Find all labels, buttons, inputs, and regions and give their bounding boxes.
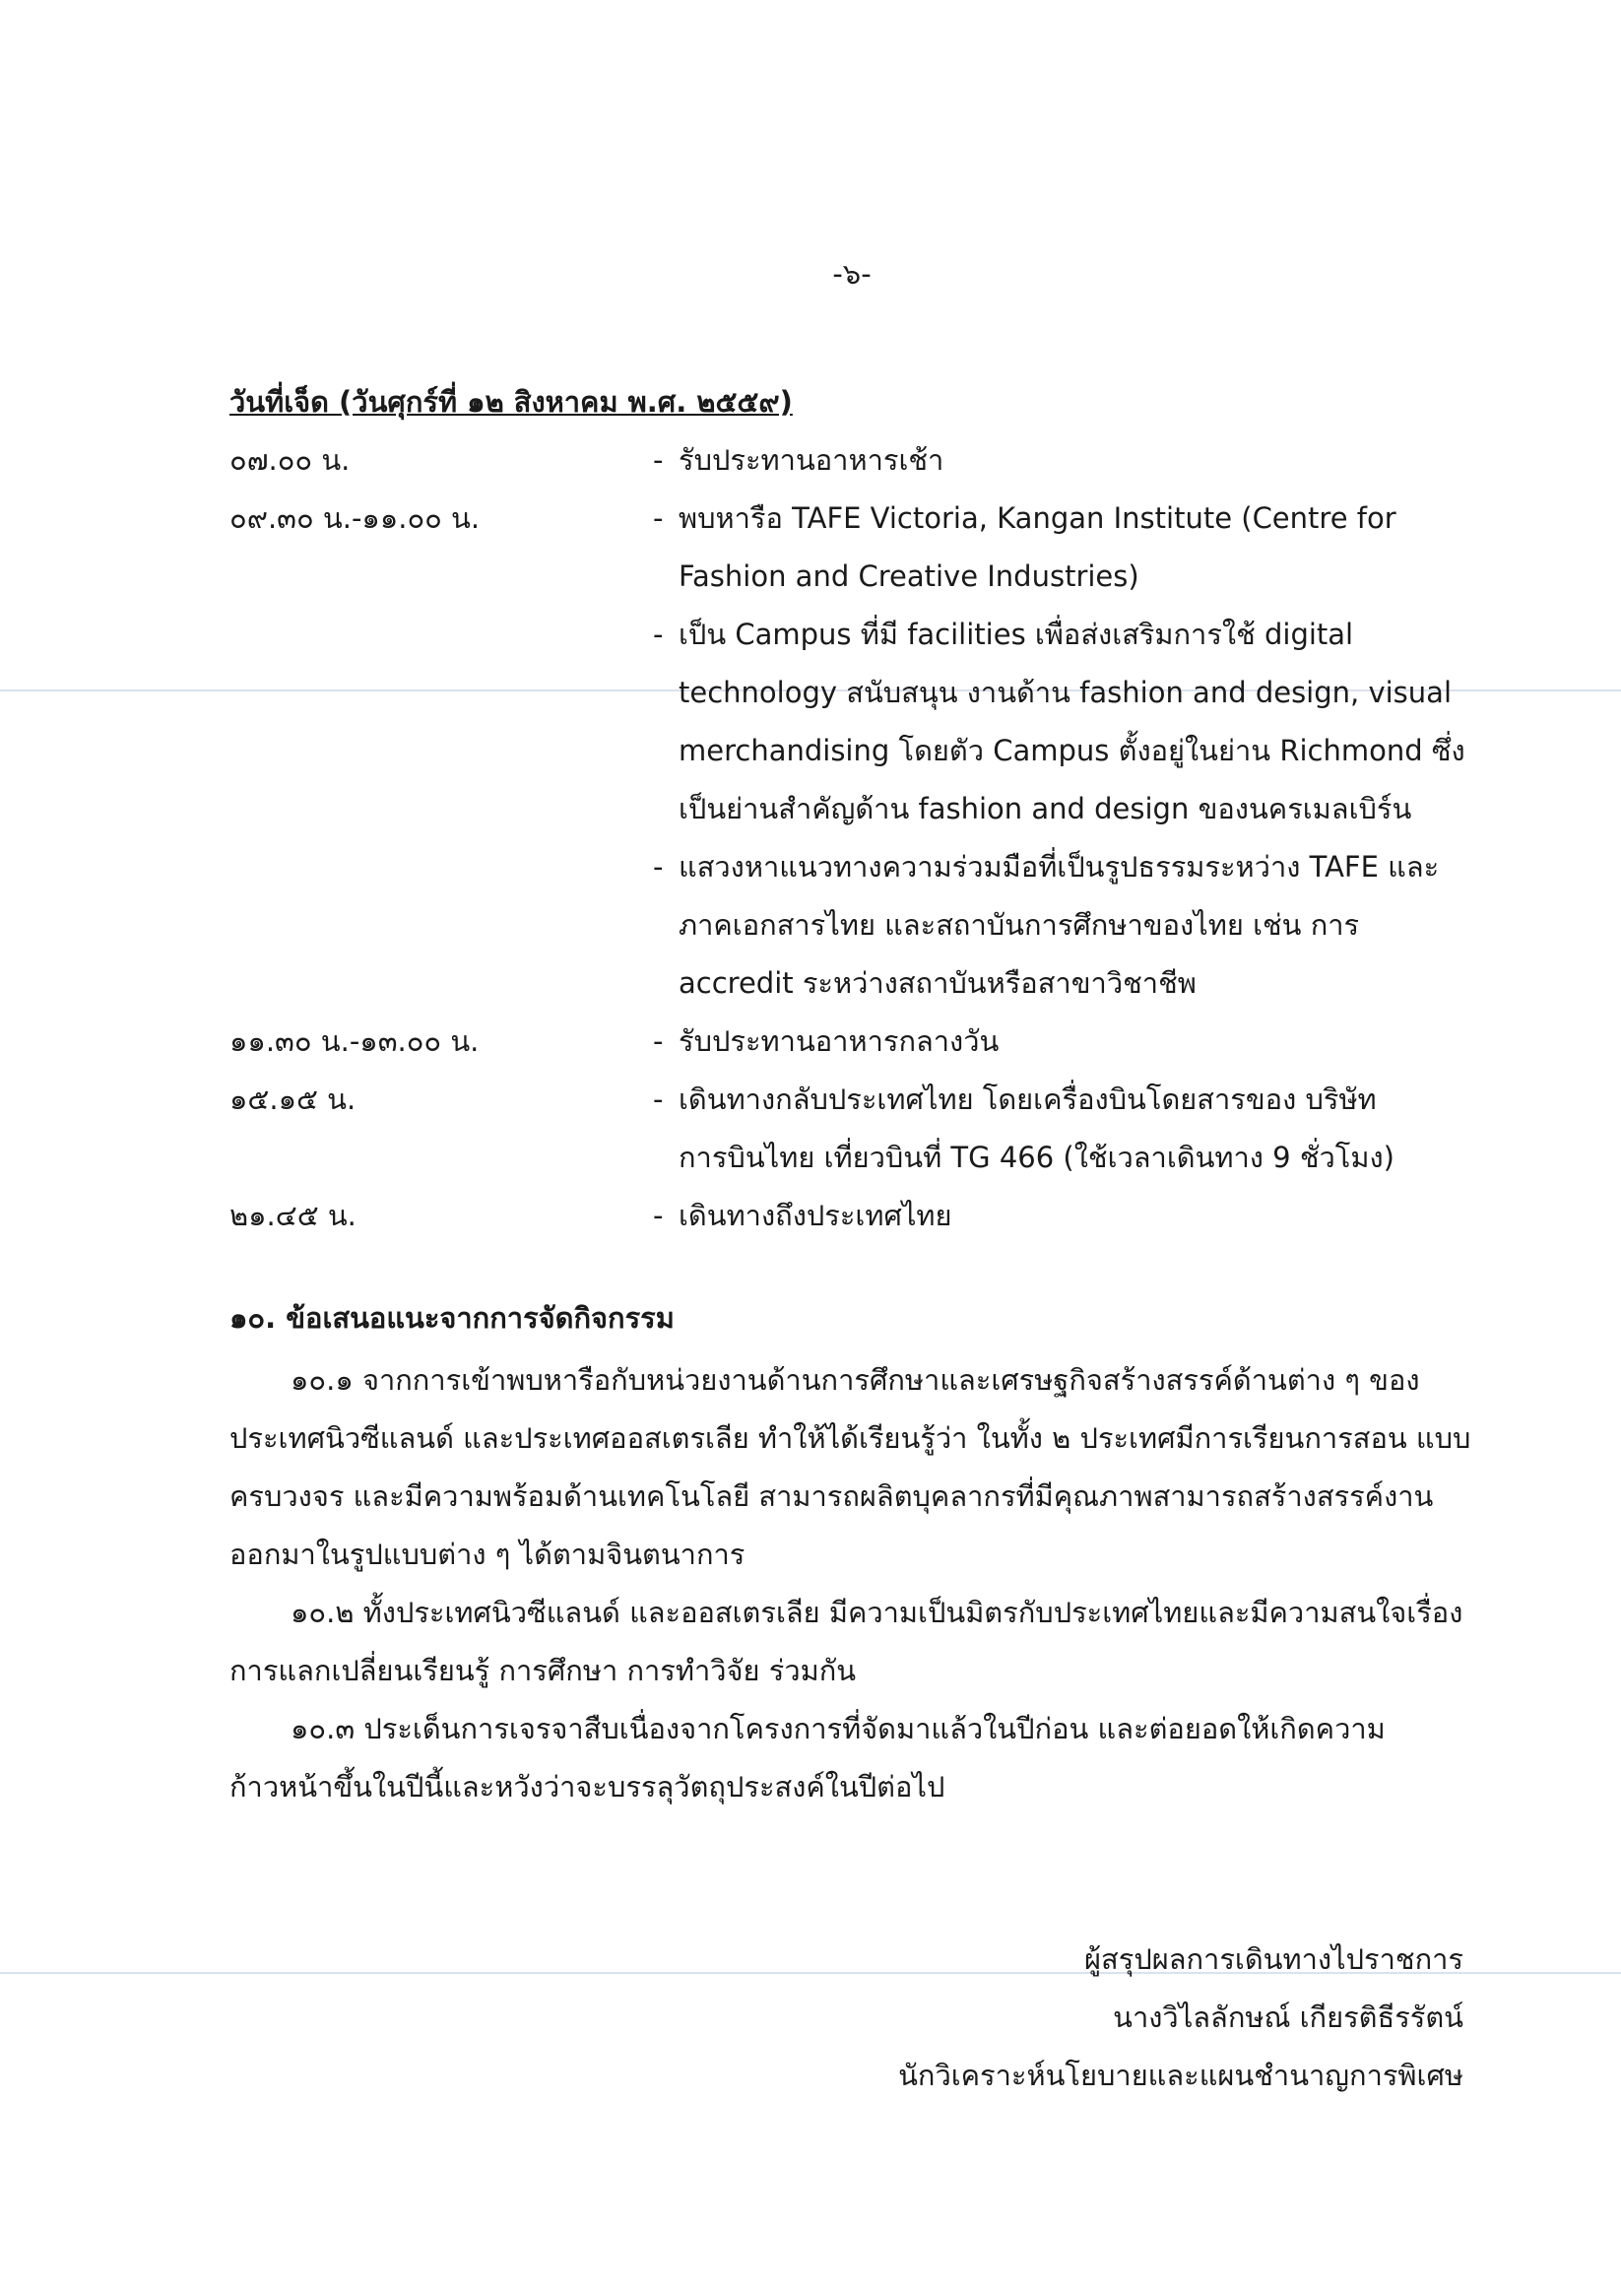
- page-number: -๖-: [832, 257, 872, 291]
- section-body: [229, 1351, 1472, 1816]
- schedule-item: [653, 606, 1470, 838]
- section-paragraph: ๑๐.๒ ทั้งประเทศนิวซีแลนด์ และออสเตรเลีย มีความเป็นมิตรกับประเทศไทยและมีความสนใจเรื่องการแลกเปลี่ยนเรียนรู้ การศึกษา การทำวิจัย ร่วมกัน: [229, 1596, 1463, 1687]
- schedule: [229, 431, 1470, 1245]
- section-paragraph: ๑๐.๓ ประเด็นการเจรจาสืบเนื่องจากโครงการที่จัดมาแล้วในปีก่อน และต่อยอดให้เกิดความก้าวหน้าขึ้นในปีนี้และหวังว่าจะบรรลุวัตถุประสงค์ในปีต่อไป: [229, 1712, 1386, 1804]
- signature-position: นักวิเคราะห์นโยบายและแผนชำนาญการพิเศษ: [898, 2059, 1463, 2092]
- schedule-time: ๒๑.๔๕ น.: [229, 1199, 357, 1232]
- signature-name: นางวิไลลักษณ์ เกียรติธีรรัตน์: [1113, 2001, 1463, 2034]
- schedule-row: [229, 431, 1470, 490]
- bullet-dash: -: [653, 443, 664, 477]
- schedule-time: ๐๗.๐๐ น.: [229, 443, 351, 477]
- section-paragraph: ๑๐.๑ จากการเข้าพบหารือกับหน่วยงานด้านการศึกษาและเศรษฐกิจสร้างสรรค์ด้านต่าง ๆ ของประเทศนิวซีแลนด์ และประเทศออสเตรเลีย ทำให้ได้เรียนรู้ว่า ในทั้ง ๒ ประเทศมีการเรียนการสอน แบบครบวงจร และมีความพร้อมด้านเทคโนโลยี สามารถผลิตบุคลากรที่มีคุณภาพสามารถสร้างสรรค์งานออกมาในรูปแบบต่าง ๆ ได้ตามจินตนาการ: [229, 1363, 1471, 1571]
- bullet-dash: -: [653, 501, 664, 535]
- schedule-item-text: รับประทานอาหารกลางวัน: [679, 1024, 1000, 1058]
- schedule-items: [653, 1071, 1470, 1187]
- schedule-item: [653, 431, 1470, 490]
- schedule-items: [653, 1013, 1470, 1071]
- schedule-item: [653, 1013, 1470, 1071]
- day-heading: วันที่เจ็ด (วันศุกร์ที่ ๑๒ สิงหาคม พ.ศ. ๒๕๕๙): [229, 385, 793, 419]
- bullet-dash: -: [653, 1199, 664, 1232]
- schedule-item-text: แสวงหาแนวทางความร่วมมือที่เป็นรูปธรรมระหว่าง TAFE และภาคเอกสารไทย และสถาบันการศึกษาของไทย เช่น การ accredit ระหว่างสถาบันหรือสาขาวิชาชีพ: [679, 850, 1440, 1000]
- schedule-items: [653, 1187, 1470, 1245]
- schedule-item-text: เดินทางถึงประเทศไทย: [679, 1199, 952, 1232]
- schedule-items: [653, 431, 1470, 490]
- bullet-dash: -: [653, 1082, 664, 1116]
- schedule-item-text: เดินทางกลับประเทศไทย โดยเครื่องบินโดยสารของ บริษัทการบินไทย เที่ยวบินที่ TG 466 (ใช้เวลาเดินทาง 9 ชั่วโมง): [679, 1082, 1394, 1174]
- schedule-item: [653, 1071, 1470, 1187]
- schedule-row: [229, 1071, 1470, 1187]
- schedule-time: ๑๕.๑๕ น.: [229, 1082, 357, 1116]
- bullet-dash: -: [653, 850, 664, 884]
- schedule-row: [229, 1187, 1470, 1245]
- schedule-time: ๐๙.๓๐ น.-๑๑.๐๐ น.: [229, 501, 481, 535]
- section-heading: ๑๐. ข้อเสนอแนะจากการจัดกิจกรรม: [229, 1301, 675, 1335]
- schedule-items: [653, 490, 1470, 1013]
- schedule-item: [653, 490, 1470, 606]
- schedule-item-text: พบหารือ TAFE Victoria, Kangan Institute (Centre for Fashion and Creative Industries): [679, 501, 1396, 593]
- bullet-dash: -: [653, 1024, 664, 1058]
- schedule-item-text: เป็น Campus ที่มี facilities เพื่อส่งเสริมการใช้ digital technology สนับสนุน งานด้าน fashion and design, visual merchandising โดยตัว Campus ตั้งอยู่ในย่าน Richmond ซึ่งเป็นย่านสำคัญด้าน fashion and design ของนครเมลเบิร์น: [679, 618, 1465, 825]
- schedule-item-text: รับประทานอาหารเช้า: [679, 443, 944, 477]
- schedule-item: [653, 1187, 1470, 1245]
- signature-title: ผู้สรุปผลการเดินทางไปราชการ: [1084, 1942, 1463, 1976]
- signature-block: [898, 1931, 1463, 2105]
- schedule-time: ๑๑.๓๐ น.-๑๓.๐๐ น.: [229, 1024, 480, 1058]
- bullet-dash: -: [653, 618, 664, 651]
- schedule-item: [653, 838, 1470, 1013]
- schedule-row: [229, 1013, 1470, 1071]
- schedule-row: [229, 490, 1470, 1013]
